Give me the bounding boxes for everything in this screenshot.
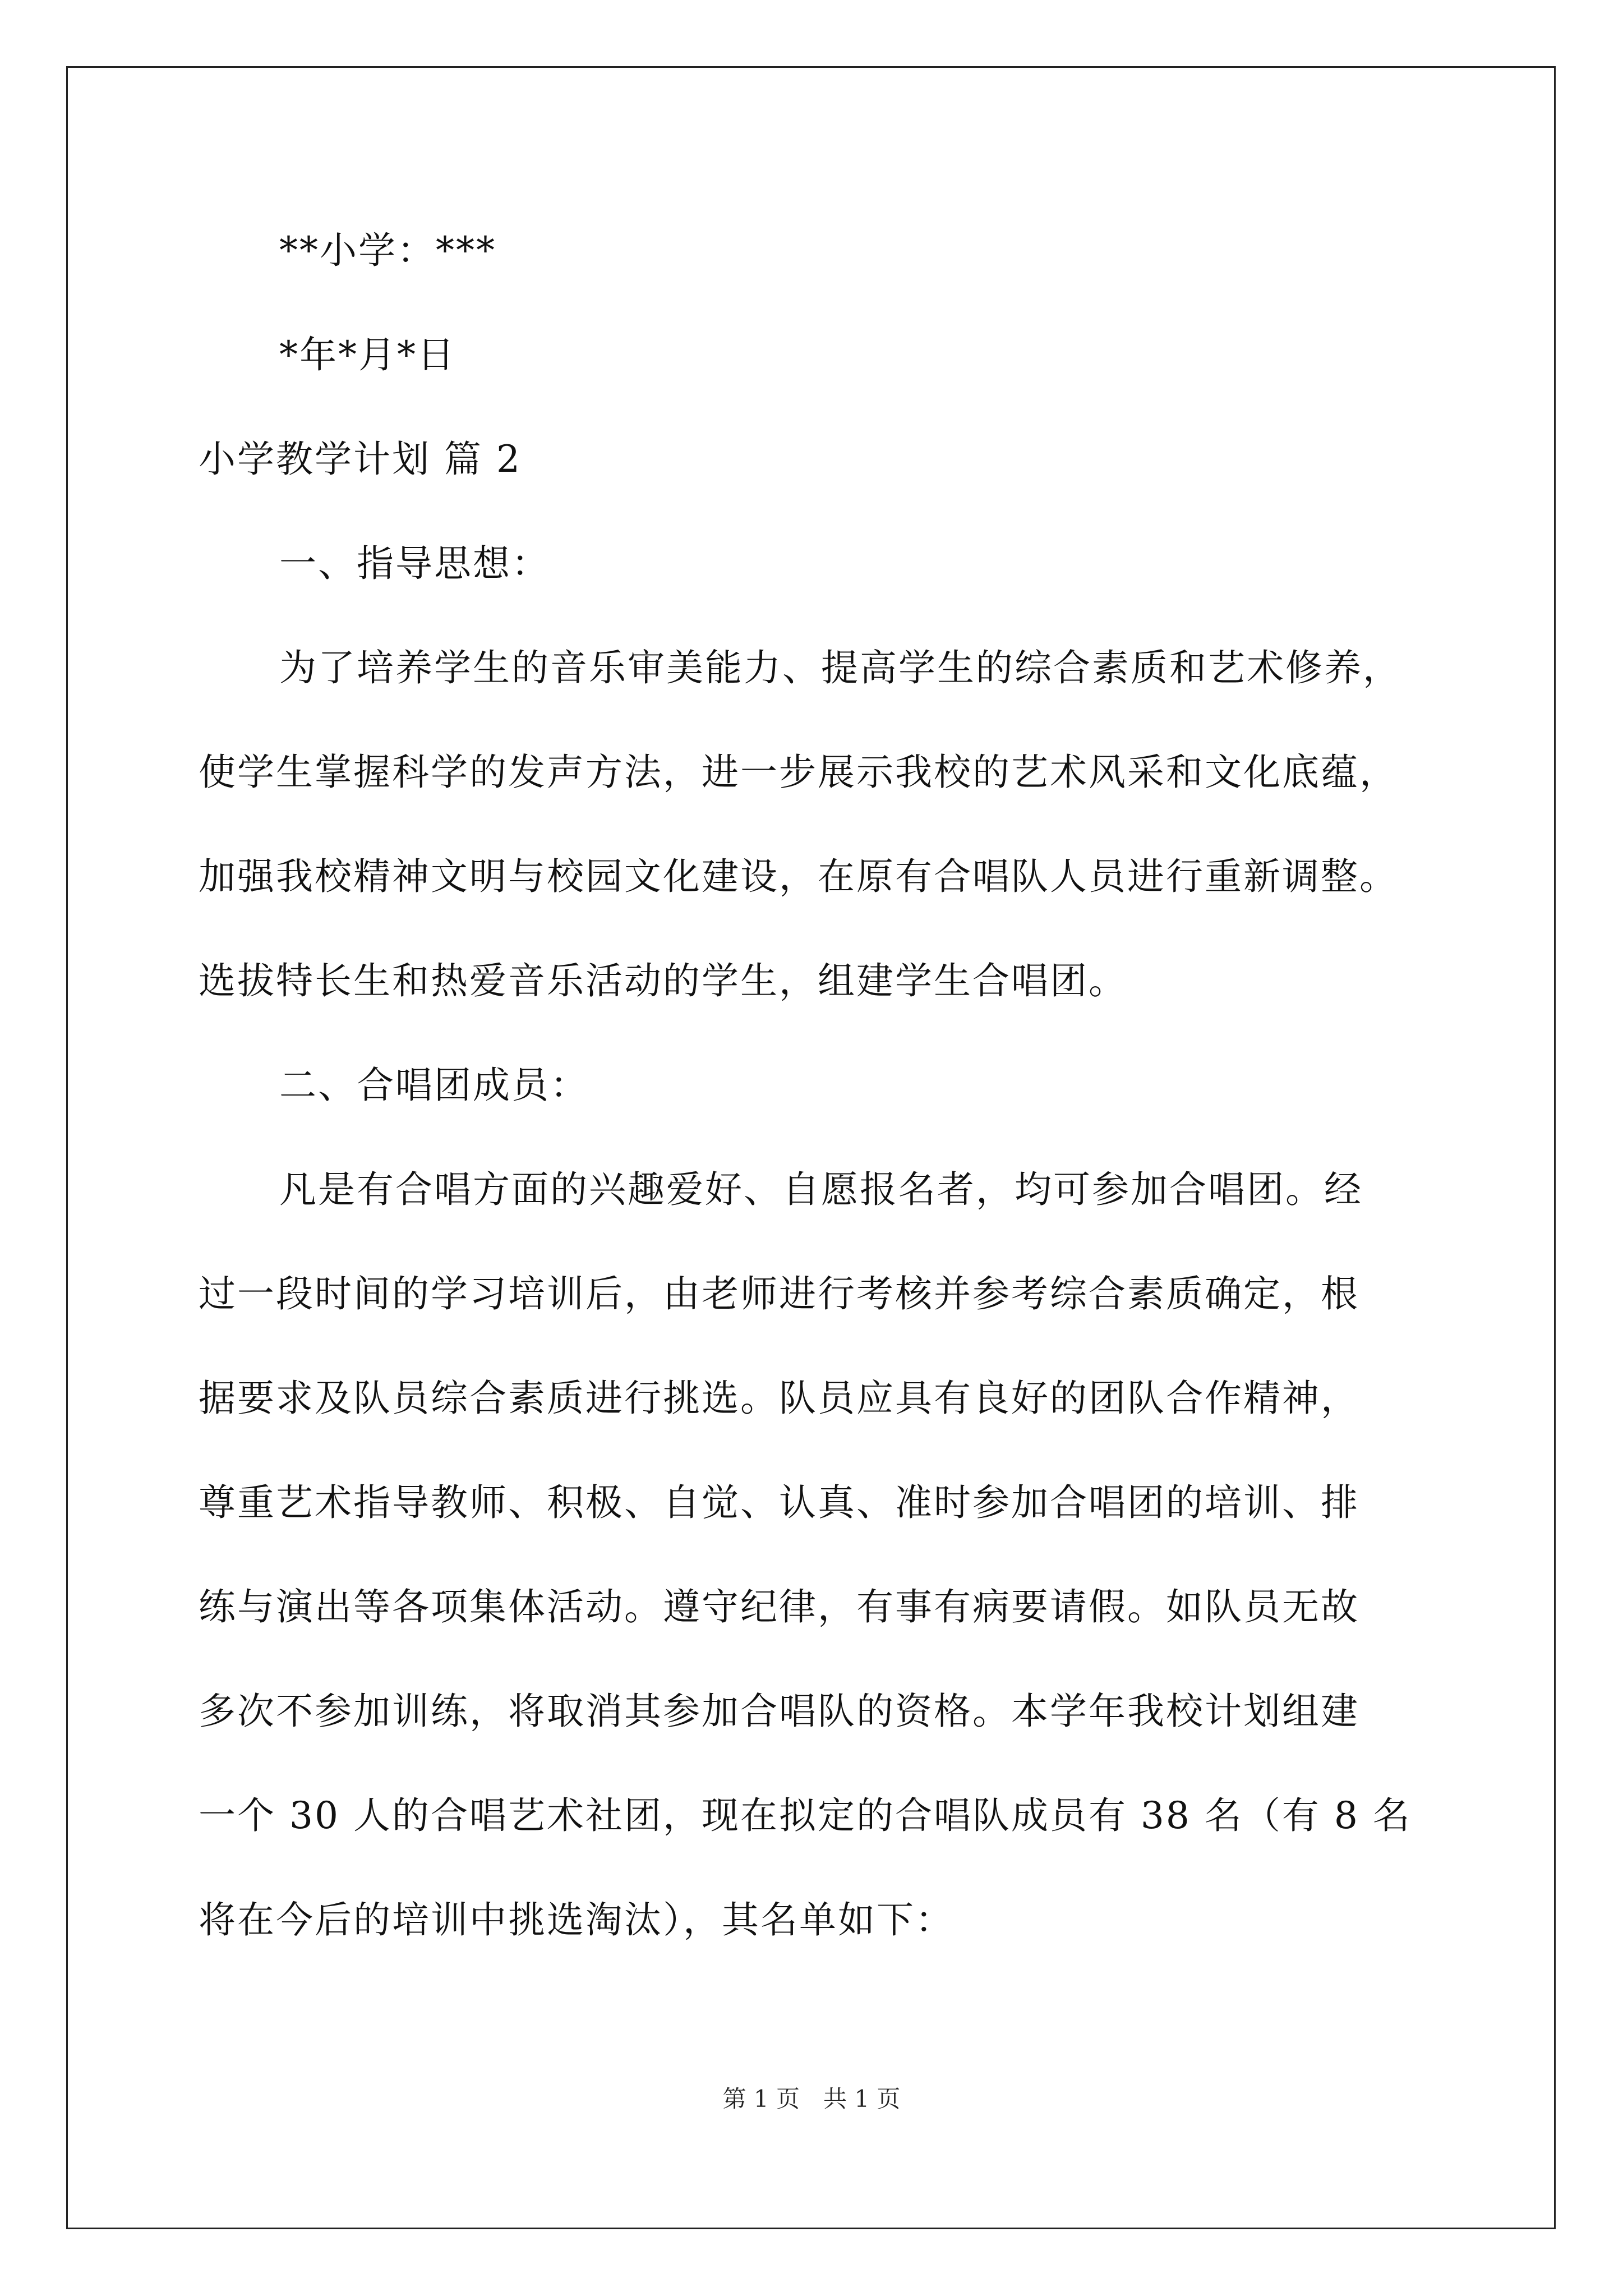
section-title: 小学教学计划 篇 2 [199,438,522,481]
paragraph-line: 尊重艺术指导教师、积极、自觉、认真、准时参加合唱团的培训、排 [199,1481,1359,1524]
paragraph-line: 凡是有合唱方面的兴趣爱好、自愿报名者，均可参加合唱团。经 [279,1168,1363,1211]
paragraph-line: 为了培养学生的音乐审美能力、提高学生的综合素质和艺术修养， [279,646,1401,689]
paragraph-line: 多次不参加训练，将取消其参加合唱队的资格。本学年我校计划组建 [199,1690,1359,1733]
paragraph-line: 一个 30 人的合唱艺术社团，现在拟定的合唱队成员有 38 名（有 8 名 [199,1794,1412,1837]
signature-school: **小学：*** [279,229,496,272]
paragraph-line: 据要求及队员综合素质进行挑选。队员应具有良好的团队合作精神， [199,1377,1359,1420]
paragraph-line: 练与演出等各项集体活动。遵守纪律，有事有病要请假。如队员无故 [199,1585,1359,1628]
paragraph-line: 过一段时间的学习培训后，由老师进行考核并参考综合素质确定，根 [199,1272,1359,1315]
page-footer: 第 1 页 共 1 页 [722,2085,901,2113]
heading-choir-members: 二、合唱团成员： [279,1064,589,1107]
paragraph-line: 将在今后的培训中挑选淘汰），其名单如下： [199,1898,954,1941]
paragraph-line: 使学生掌握科学的发声方法，进一步展示我校的艺术风采和文化底蕴， [199,751,1398,794]
paragraph-line: 加强我校精神文明与校园文化建设，在原有合唱队人员进行重新调整。 [199,855,1398,898]
heading-guiding-ideology: 一、指导思想： [279,542,550,585]
signature-date: *年*月*日 [279,333,456,376]
paragraph-line: 选拔特长生和热爱音乐活动的学生，组建学生合唱团。 [199,959,1127,1002]
